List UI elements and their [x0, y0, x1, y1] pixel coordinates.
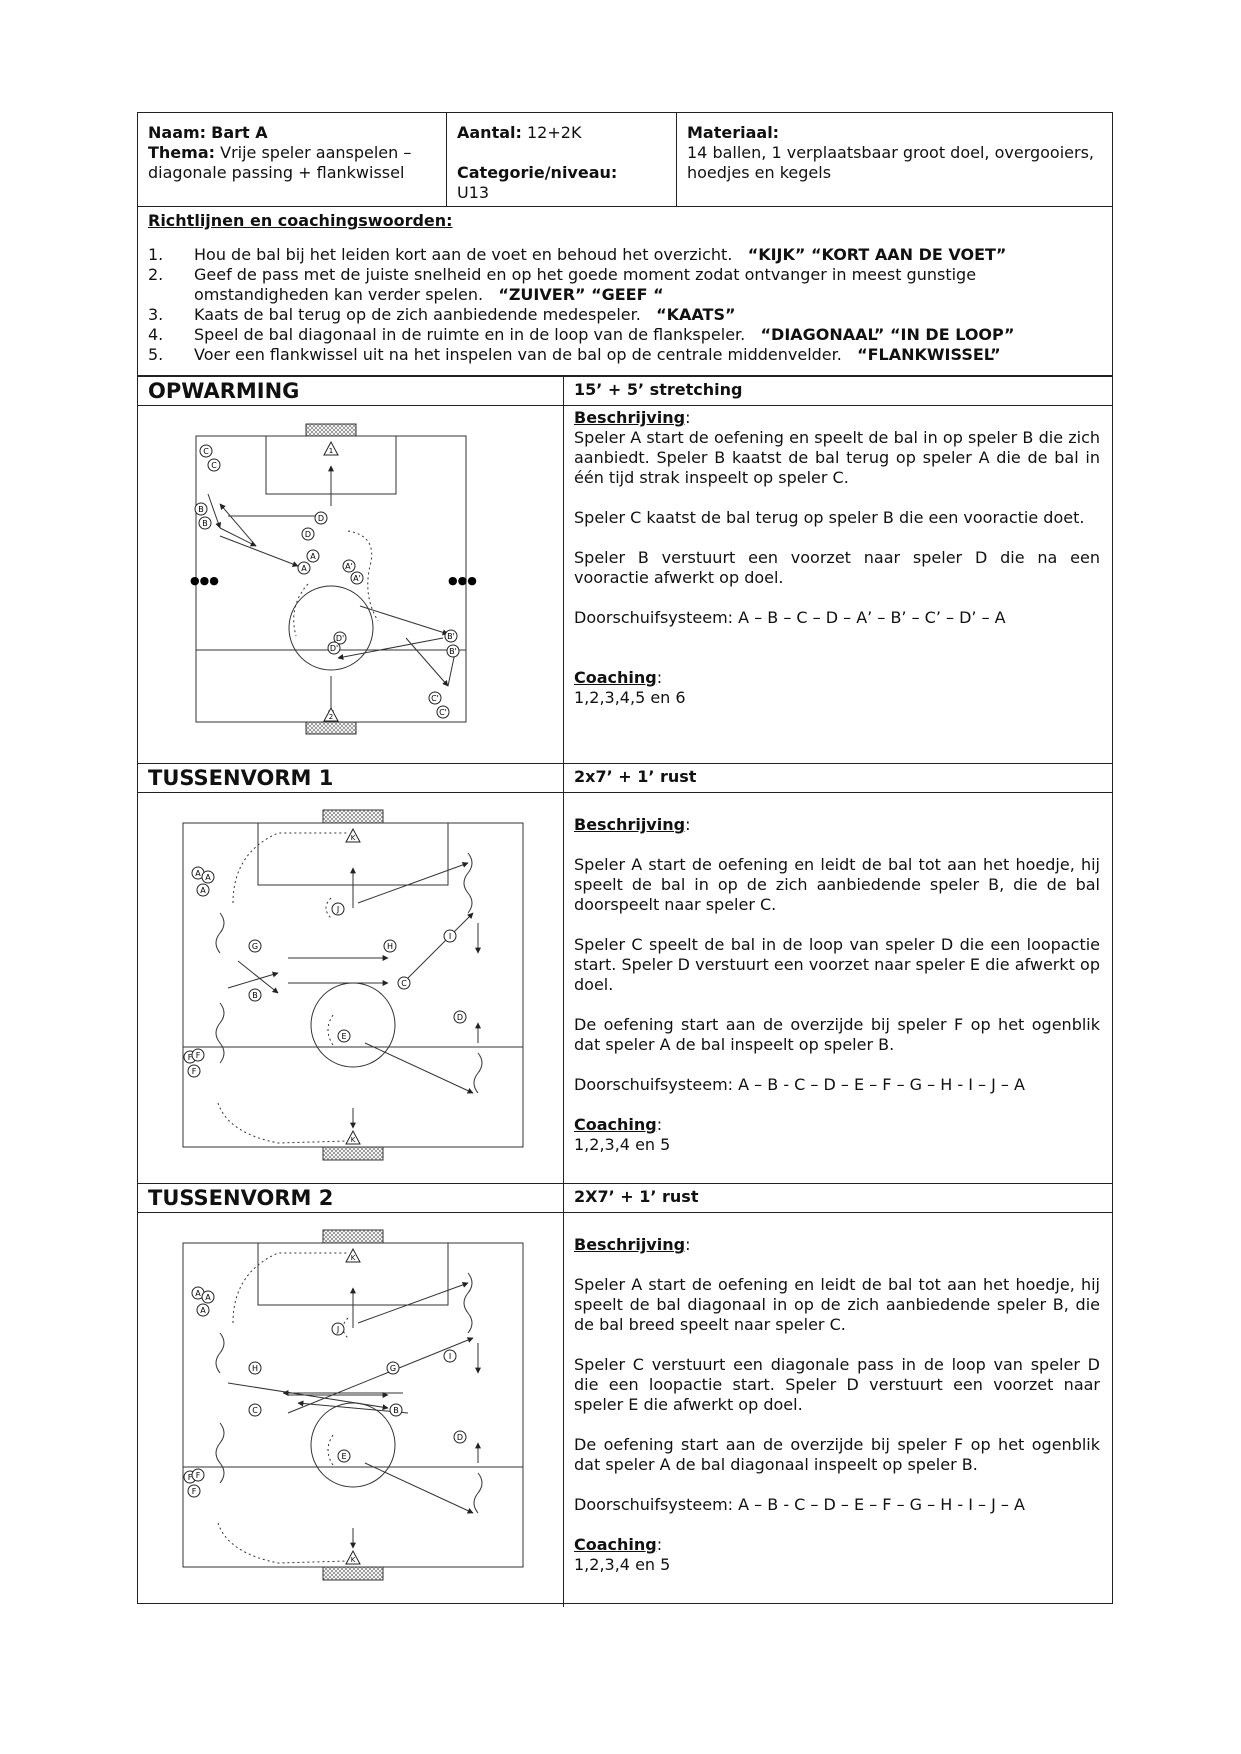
doorschuif-text: Doorschuifsysteem: A – B - C – D – E – F – G – H - I – J – A	[574, 1075, 1025, 1094]
coaching-value: 1,2,3,4 en 5	[574, 1555, 671, 1574]
player-label: F	[191, 1487, 197, 1496]
naam-value: Bart A	[211, 123, 268, 142]
player-label: D'	[335, 634, 345, 643]
thema-label: Thema:	[148, 143, 216, 162]
guideline-number: 2.	[148, 265, 164, 284]
coaching-label: Coaching	[574, 668, 657, 687]
guideline-text: Kaats de bal terug op de zich aanbiedende medespeler. “KAATS”	[194, 305, 736, 324]
section-name: TUSSENVORM 2	[148, 1186, 334, 1210]
description-paragraph: Speler A start de oefening en speelt de bal in op speler B die zich aanbiedt. Speler B kaatst de bal terug op speler A die de bal in één tijd strak inspeelt op speler C.	[574, 428, 1100, 487]
player-label: A	[195, 869, 201, 878]
section-time: 2x7’ + 1’ rust	[563, 764, 1110, 792]
diagram-warmup	[138, 406, 563, 767]
player-label: F	[195, 1051, 201, 1060]
aantal-label: Aantal:	[457, 123, 522, 142]
player-label: B	[393, 1406, 399, 1415]
description-paragraph: Speler C verstuurt een diagonale pass in de loop van speler D die een loopactie start. Speler D verstuurt een voorzet naar speler E die afwerkt op doel.	[574, 1355, 1100, 1414]
player-label: A'	[345, 562, 353, 571]
player-label: D	[456, 1013, 464, 1022]
section-body-tv2	[138, 1213, 1112, 1603]
description-paragraph: Speler B verstuurt een voorzet naar speler D die na een vooractie afwerkt op doel.	[574, 548, 1100, 587]
player-label: D	[456, 1433, 464, 1442]
player-label: I	[448, 1352, 452, 1361]
thema-value: Vrije speler aanspelen – diagonale passing + flankwissel	[148, 143, 412, 182]
guideline-keywords: “DIAGONAAL” “IN DE LOOP”	[760, 325, 1015, 344]
section-header-tv2	[138, 1184, 1112, 1213]
guideline-keywords: “FLANKWISSEL”	[857, 345, 1001, 364]
player-label: B	[198, 505, 204, 514]
player-label: C	[252, 1406, 258, 1415]
goalkeeper-label: K	[350, 1136, 356, 1144]
player-label: J	[336, 1325, 340, 1334]
player-label: D'	[329, 644, 339, 653]
player-label: J	[336, 905, 340, 914]
guideline-text: Geef de pass met de juiste snelheid en op het goede moment zodat ontvanger in meest gunstige omstandigheden kan verder spelen. “ZUIVER” “GEEF “	[194, 265, 977, 304]
goalkeeper-label: 2	[328, 713, 334, 721]
guideline-item	[148, 305, 1102, 325]
guideline-number: 1.	[148, 245, 164, 264]
player-label: G	[389, 1364, 397, 1373]
section-header-warmup	[138, 377, 1112, 406]
player-label: B	[202, 519, 208, 528]
player-label: C'	[431, 694, 439, 703]
player-label: A	[205, 873, 211, 882]
player-label: A	[200, 886, 206, 895]
description-paragraph: Speler A start de oefening en leidt de bal tot aan het hoedje, hij speelt de bal diagonaal in op de zich aanbiedende speler B, die de bal breed speelt naar speler C.	[574, 1275, 1100, 1334]
description-paragraph: De oefening start aan de overzijde bij speler F op het ogenblik dat speler A de bal diagonaal inspeelt op speler B.	[574, 1435, 1100, 1474]
player-label: B	[252, 991, 258, 1000]
goalkeeper-label: K	[350, 1556, 356, 1564]
cone-row: ●●●	[190, 574, 219, 587]
section-time: 2X7’ + 1’ rust	[563, 1184, 1110, 1212]
player-label: A'	[353, 574, 361, 583]
section-time: 15’ + 5’ stretching	[563, 377, 1110, 405]
guideline-text: Speel de bal diagonaal in de ruimte en in de loop van de flankspeler. “DIAGONAAL” “IN DE LOOP”	[194, 325, 1015, 344]
materiaal-label: Materiaal:	[687, 123, 780, 142]
section-text: Beschrijving: Speler A start de oefening en leidt de bal tot aan het hoedje, hij speelt de bal in op de zich aanbiedende speler B, die de bal doorspeelt naar speler C. Speler C speelt de bal in de loop van speler D die een loopactie start. Speler D verstuurt een voorzet naar speler E die afwerkt op doel. De oefening start aan de overzijde bij speler F op het ogenblik dat speler A de bal inspeelt op speler B. Doorschuifsysteem: A – B - C – D – E – F – G – H - I – J – A Coaching: 1,2,3,4 en 5	[563, 793, 1110, 1187]
player-label: B'	[447, 632, 455, 641]
player-label: I	[448, 932, 452, 941]
section-body-warmup	[138, 406, 1112, 764]
guideline-item	[148, 245, 1102, 265]
guideline-text: Voer een flankwissel uit na het inspelen van de bal op de centrale middenvelder. “FLANKWISSEL”	[194, 345, 1001, 364]
player-label: C	[203, 447, 209, 456]
doorschuif-text: Doorschuifsysteem: A – B – C – D – A’ – B’ – C’ – D’ – A	[574, 608, 1006, 627]
materiaal-value: 14 ballen, 1 verplaatsbaar groot doel, overgooiers, hoedjes en kegels	[687, 143, 1095, 182]
guideline-item	[148, 325, 1102, 345]
guidelines-title: Richtlijnen en coachingswoorden:	[148, 211, 453, 230]
guideline-text: Hou de bal bij het leiden kort aan de voet en behoud het overzicht. “KIJK” “KORT AAN DE VOET”	[194, 245, 1007, 264]
guideline-keywords: “ZUIVER” “GEEF “	[498, 285, 664, 304]
player-label: E	[341, 1452, 347, 1461]
section-text: Beschrijving: Speler A start de oefening en speelt de bal in op speler B die zich aanbiedt. Speler B kaatst de bal terug op speler A die de bal in één tijd strak inspeelt op speler C. Speler C kaatst de bal terug op speler B die een vooractie doet. Speler B verstuurt een voorzet naar speler D die na een vooractie afwerkt op doel. Doorschuifsysteem: A – B – C – D – A’ – B’ – C’ – D’ – A Coaching: 1,2,3,4,5 en 6	[563, 406, 1110, 767]
player-label: A	[200, 1306, 206, 1315]
header-count-cell	[446, 113, 676, 206]
header-name-cell	[138, 113, 446, 206]
header-material-cell	[676, 113, 1110, 206]
section-name: OPWARMING	[148, 379, 300, 403]
coaching-value: 1,2,3,4 en 5	[574, 1135, 671, 1154]
cone-row: ●●●	[448, 574, 477, 587]
player-label: D	[304, 530, 312, 539]
player-label: F	[191, 1067, 197, 1076]
guideline-item	[148, 345, 1102, 365]
section-body-tv1	[138, 793, 1112, 1184]
guideline-item	[148, 265, 1102, 305]
player-label: A	[205, 1293, 211, 1302]
guidelines	[138, 207, 1112, 377]
guideline-number: 4.	[148, 325, 164, 344]
description-paragraph: Speler A start de oefening en leidt de bal tot aan het hoedje, hij speelt de bal in op de zich aanbiedende speler B, die de bal doorspeelt naar speler C.	[574, 855, 1100, 914]
coaching-label: Coaching	[574, 1535, 657, 1554]
guideline-number: 5.	[148, 345, 164, 364]
guideline-number: 3.	[148, 305, 164, 324]
goalkeeper-label: 1	[328, 447, 334, 455]
description-paragraph: Speler C kaatst de bal terug op speler B die een vooractie doet.	[574, 508, 1085, 527]
player-label: A	[301, 564, 307, 573]
player-label: A	[310, 552, 316, 561]
player-label: F	[187, 1473, 193, 1482]
beschrijving-label: Beschrijving	[574, 815, 686, 834]
beschrijving-label: Beschrijving	[574, 1235, 686, 1254]
guideline-keywords: “KAATS”	[656, 305, 736, 324]
player-label: B'	[449, 647, 457, 656]
player-label: C'	[439, 708, 447, 717]
diagram-tv1	[138, 793, 563, 1187]
player-label: G	[251, 942, 259, 951]
guidelines-list	[148, 245, 1102, 365]
player-label: A	[195, 1289, 201, 1298]
player-label: C	[401, 979, 407, 988]
goalkeeper-label: K	[350, 1254, 356, 1262]
section-text: Beschrijving: Speler A start de oefening en leidt de bal tot aan het hoedje, hij speelt de bal diagonaal in op de zich aanbiedende speler B, die de bal breed speelt naar speler C. Speler C verstuurt een diagonale pass in de loop van speler D die een loopactie start. Speler D verstuurt een voorzet naar speler E die afwerkt op doel. De oefening start aan de overzijde bij speler F op het ogenblik dat speler A de bal diagonaal inspeelt op speler B. Doorschuifsysteem: A – B - C – D – E – F – G – H - I – J – A Coaching: 1,2,3,4 en 5	[563, 1213, 1110, 1607]
aantal-value: 12+2K	[527, 123, 582, 142]
naam-label: Naam:	[148, 123, 207, 142]
header-table	[138, 113, 1112, 207]
field-diagram	[138, 406, 563, 763]
guideline-keywords: “KIJK” “KORT AAN DE VOET”	[747, 245, 1007, 264]
beschrijving-label: Beschrijving	[574, 408, 686, 427]
section-name: TUSSENVORM 1	[148, 766, 334, 790]
player-label: E	[341, 1032, 347, 1041]
coaching-label: Coaching	[574, 1115, 657, 1134]
categorie-value: U13	[457, 183, 490, 202]
player-label: H	[386, 942, 394, 951]
goalkeeper-label: K	[350, 834, 356, 842]
coaching-value: 1,2,3,4,5 en 6	[574, 688, 686, 707]
player-label: H	[251, 1364, 259, 1373]
description-paragraph: De oefening start aan de overzijde bij speler F op het ogenblik dat speler A de bal inspeelt op speler B.	[574, 1015, 1100, 1054]
categorie-label: Categorie/niveau:	[457, 163, 618, 182]
player-label: F	[195, 1471, 201, 1480]
diagram-tv2	[138, 1213, 563, 1607]
player-label: D	[317, 514, 325, 523]
doorschuif-text: Doorschuifsysteem: A – B - C – D – E – F – G – H - I – J – A	[574, 1495, 1025, 1514]
field-diagram	[138, 1213, 563, 1603]
field-diagram	[138, 793, 563, 1183]
section-header-tv1	[138, 764, 1112, 793]
player-label: F	[187, 1053, 193, 1062]
training-sheet	[137, 112, 1113, 1604]
description-paragraph: Speler C speelt de bal in de loop van speler D die een loopactie start. Speler D verstuurt een voorzet naar speler E die afwerkt op doel.	[574, 935, 1100, 994]
player-label: C	[211, 461, 217, 470]
